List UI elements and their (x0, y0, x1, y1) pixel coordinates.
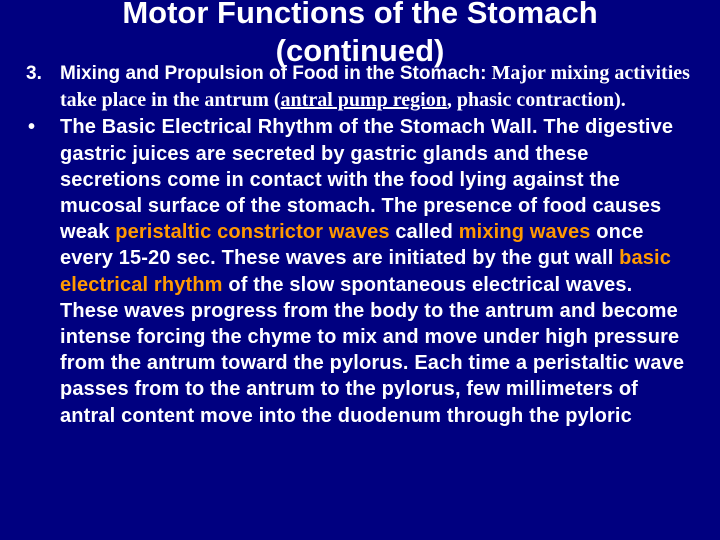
section-colon: : (480, 63, 487, 84)
slide-body (26, 60, 694, 429)
highlight-basic-electrical-rhythm: basic electrical rhythm (60, 247, 672, 296)
highlight-peristaltic-constrictor-waves: peristaltic constrictor waves (115, 221, 390, 244)
bullet-text-4: of the slow spontaneous electrical waves. These waves progress from the body to the antrum and become intense forcing the chyme to mix and move under high pressure from the antrum toward the pylorus. Each time a peristaltic wave passes from to the antrum to the pylorus, few millimeters of antral content move into the duodenum through the pyloric (60, 273, 685, 427)
slide-title-line-2: (continued) (275, 33, 445, 68)
section-tail-text: , phasic contraction). (446, 89, 626, 112)
section-heading: Mixing and Propulsion of Food in the Stomach (60, 63, 481, 84)
bullet-text-3: once every 15-20 sec. These waves are initiated by the gut wall (60, 221, 644, 270)
bullet-heading: The Basic Electrical Rhythm of the Stomach Wall (60, 116, 532, 139)
highlight-mixing-waves: mixing waves (458, 221, 591, 244)
antral-pump-region-text: antral pump region (280, 89, 447, 112)
section-3-paragraph (26, 60, 694, 114)
bullet-text-2: called (389, 221, 459, 244)
slide-title-line-1: Motor Functions of the Stomach (122, 0, 598, 30)
bullet-text-1: . The digestive gastric juices are secreted by gastric glands and these secretions come in contact with the food lying against the mucosal surface of the stomach. The presence of food causes weak (60, 116, 674, 244)
bullet-paragraph (26, 114, 694, 428)
bullet-icon: • (28, 116, 36, 139)
section-number: 3. (26, 63, 42, 84)
section-lead-text: Major mixing activities take place in the antrum ( (60, 62, 690, 112)
